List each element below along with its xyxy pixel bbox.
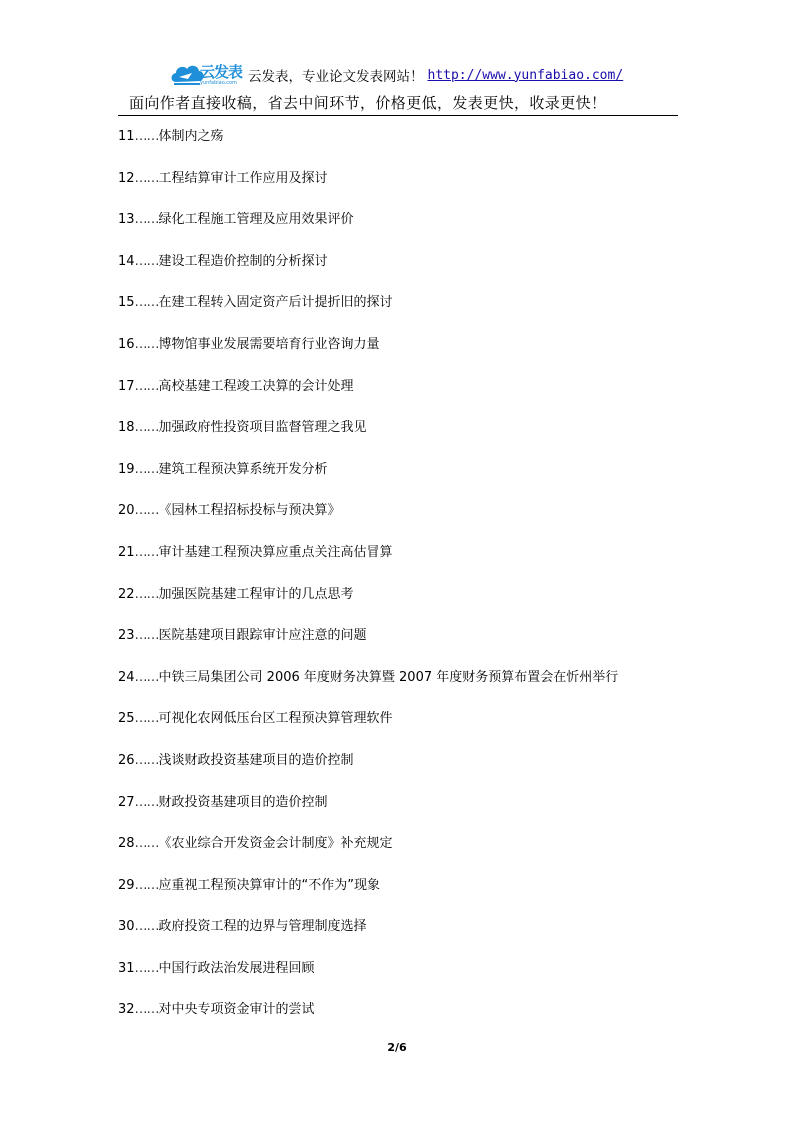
item-leader-dots: …… bbox=[134, 503, 159, 519]
item-title: 《园林工程招标投标与预决算》 bbox=[158, 503, 341, 519]
item-leader-dots: …… bbox=[134, 253, 159, 269]
item-title: 对中央专项资金审计的尝试 bbox=[158, 1002, 315, 1018]
item-leader-dots: …… bbox=[134, 129, 159, 144]
item-number: 32 bbox=[118, 1002, 135, 1018]
item-number: 18 bbox=[118, 420, 135, 436]
item-title: 浅谈财政投资基建项目的造价控制 bbox=[158, 752, 354, 768]
list-item bbox=[118, 707, 678, 749]
item-leader-dots: …… bbox=[134, 1002, 159, 1018]
item-number: 28 bbox=[118, 836, 135, 852]
item-title: 体制内之殇 bbox=[158, 129, 224, 144]
list-item bbox=[118, 333, 678, 375]
item-leader-dots: …… bbox=[134, 836, 159, 852]
item-title: 加强医院基建工程审计的几点思考 bbox=[158, 586, 354, 602]
list-item bbox=[118, 874, 678, 916]
item-number: 14 bbox=[118, 253, 135, 269]
item-title: 加强政府性投资项目监督管理之我见 bbox=[158, 420, 367, 436]
item-title: 可视化农网低压台区工程预决算管理软件 bbox=[158, 711, 393, 727]
item-leader-dots: …… bbox=[134, 669, 159, 685]
list-item bbox=[118, 125, 678, 167]
list-item bbox=[118, 998, 678, 1040]
item-title: 财政投资基建项目的造价控制 bbox=[158, 794, 328, 810]
item-title: 建筑工程预决算系统开发分析 bbox=[158, 461, 328, 477]
logo-text: 云发表 bbox=[200, 63, 243, 81]
page-number: 2/6 bbox=[387, 1041, 407, 1054]
item-number: 24 bbox=[118, 669, 135, 685]
article-list bbox=[118, 125, 678, 1040]
list-item bbox=[118, 250, 678, 292]
page-header bbox=[118, 58, 678, 118]
item-number: 30 bbox=[118, 919, 135, 935]
item-leader-dots: …… bbox=[134, 877, 159, 893]
item-number: 21 bbox=[118, 544, 135, 560]
item-title: 政府投资工程的边界与管理制度选择 bbox=[158, 919, 367, 935]
item-number: 22 bbox=[118, 586, 135, 602]
list-item bbox=[118, 499, 678, 541]
item-leader-dots: …… bbox=[134, 794, 159, 810]
item-leader-dots: …… bbox=[134, 170, 159, 186]
item-title: 在建工程转入固定资产后计提折旧的探讨 bbox=[158, 295, 393, 311]
item-number: 12 bbox=[118, 170, 135, 186]
item-title: 工程结算审计工作应用及探讨 bbox=[158, 170, 328, 186]
list-item bbox=[118, 416, 678, 458]
item-title: 审计基建工程预决算应重点关注高估冒算 bbox=[158, 544, 393, 560]
item-number: 15 bbox=[118, 295, 135, 311]
logo-row bbox=[170, 58, 623, 92]
list-item bbox=[118, 957, 678, 999]
list-item bbox=[118, 375, 678, 417]
list-item bbox=[118, 791, 678, 833]
logo-subtext: yunfabiao.com bbox=[200, 80, 237, 86]
item-number: 25 bbox=[118, 711, 135, 727]
item-title: 中铁三局集团公司 2006 年度财务决算暨 2007 年度财务预算布置会在忻州举行 bbox=[158, 669, 619, 685]
item-number: 19 bbox=[118, 461, 135, 477]
item-leader-dots: …… bbox=[134, 461, 159, 477]
item-number: 11 bbox=[118, 129, 135, 144]
item-title: 绿化工程施工管理及应用效果评价 bbox=[158, 212, 354, 228]
item-leader-dots: …… bbox=[134, 336, 159, 352]
item-number: 16 bbox=[118, 336, 135, 352]
list-item bbox=[118, 583, 678, 625]
site-logo[interactable] bbox=[170, 58, 246, 92]
item-leader-dots: …… bbox=[134, 212, 159, 228]
item-title: 《农业综合开发资金会计制度》补充规定 bbox=[158, 836, 393, 852]
item-title: 建设工程造价控制的分析探讨 bbox=[158, 253, 328, 269]
item-leader-dots: …… bbox=[134, 586, 159, 602]
header-divider bbox=[118, 115, 678, 116]
slogan: 面向作者直接收稿，省去中间环节，价格更低，发表更快，收录更快！ bbox=[129, 94, 607, 112]
item-leader-dots: …… bbox=[134, 960, 159, 976]
item-leader-dots: …… bbox=[134, 752, 159, 768]
list-item bbox=[118, 915, 678, 957]
item-leader-dots: …… bbox=[134, 919, 159, 935]
item-number: 20 bbox=[118, 503, 135, 519]
list-item bbox=[118, 208, 678, 250]
item-number: 13 bbox=[118, 212, 135, 228]
list-item bbox=[118, 541, 678, 583]
item-leader-dots: …… bbox=[134, 711, 159, 727]
list-item bbox=[118, 832, 678, 874]
item-number: 27 bbox=[118, 794, 135, 810]
list-item bbox=[118, 458, 678, 500]
item-leader-dots: …… bbox=[134, 628, 159, 644]
list-item bbox=[118, 624, 678, 666]
list-item bbox=[118, 666, 678, 708]
item-leader-dots: …… bbox=[134, 420, 159, 436]
list-item bbox=[118, 291, 678, 333]
item-leader-dots: …… bbox=[134, 295, 159, 311]
item-number: 29 bbox=[118, 877, 135, 893]
item-number: 31 bbox=[118, 960, 135, 976]
item-title: 医院基建项目跟踪审计应注意的问题 bbox=[158, 628, 367, 644]
item-number: 26 bbox=[118, 752, 135, 768]
item-number: 17 bbox=[118, 378, 135, 394]
item-leader-dots: …… bbox=[134, 378, 159, 394]
item-number: 23 bbox=[118, 628, 135, 644]
item-title: 高校基建工程竣工决算的会计处理 bbox=[158, 378, 354, 394]
list-item bbox=[118, 167, 678, 209]
item-leader-dots: …… bbox=[134, 544, 159, 560]
item-title: 中国行政法治发展进程回顾 bbox=[158, 960, 315, 976]
list-item bbox=[118, 749, 678, 791]
item-title: 应重视工程预决算审计的“不作为”现象 bbox=[158, 877, 381, 893]
site-description: 云发表，专业论文发表网站！ bbox=[248, 69, 424, 85]
site-url-link[interactable]: http://www.yunfabiao.com/ bbox=[427, 67, 624, 83]
item-title: 博物馆事业发展需要培育行业咨询力量 bbox=[158, 336, 380, 352]
